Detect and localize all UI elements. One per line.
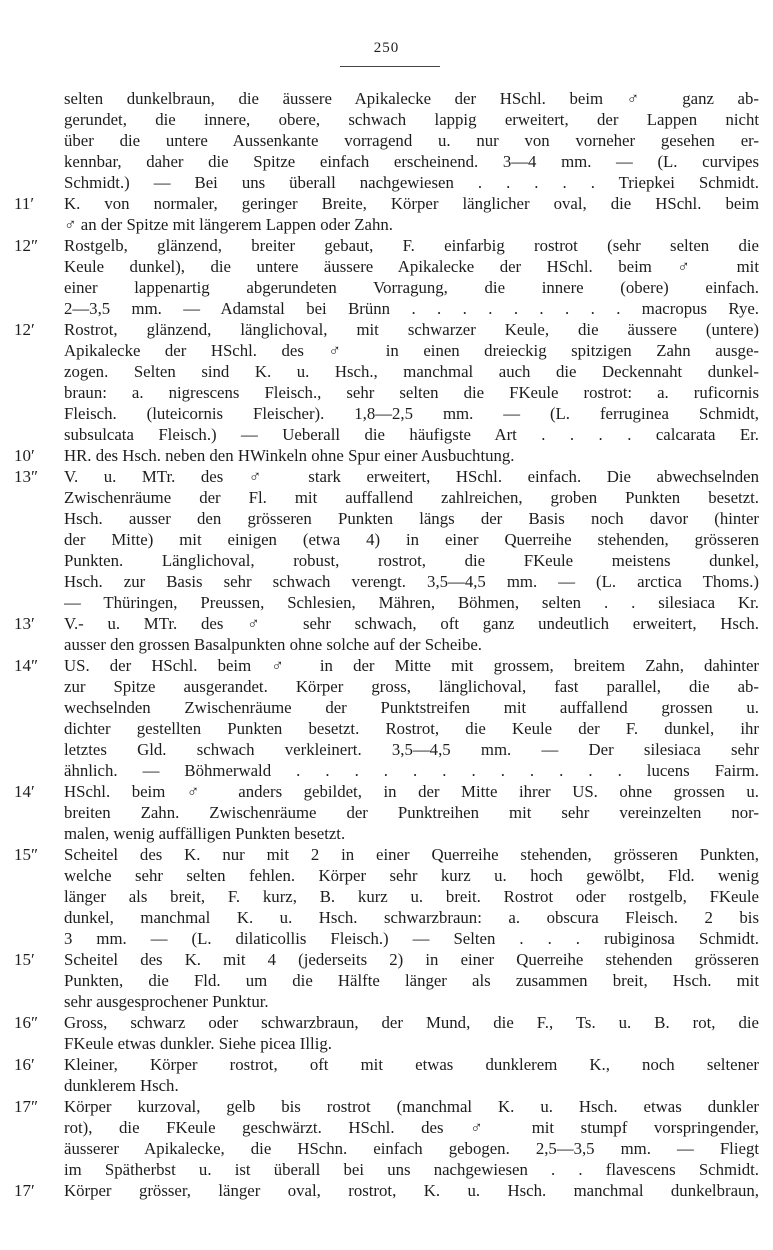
text-line: ♂ an der Spitze mit längerem Lappen oder Zahn. <box>64 215 393 234</box>
text-line: K. von normaler, geringer Breite, Körper länglicher oval, die HSchl. beim <box>64 194 759 213</box>
text-line: Kleiner, Körper rostrot, oft mit etwas dunklerem K., noch seltener <box>64 1055 759 1074</box>
text-line: Punkten, die Fld. um die Hälfte länger als zusammen breit, Hsch. mit <box>64 971 759 990</box>
text-line: Rostrot, glänzend, länglichoval, mit schwarzer Keule, die äussere (untere) <box>64 320 759 339</box>
text-line: dunkel, manchmal K. u. Hsch. schwarzbraun: a. obscura Fleisch. 2 bis <box>64 908 759 927</box>
text-line: im Spätherbst u. ist überall bei uns nachgewiesen . . flavescens Schmidt. <box>64 1160 759 1179</box>
text-line: Zwischenräume der Fl. mit auffallend zahlreichen, groben Punkten besetzt. <box>64 488 759 507</box>
text-line: Körper grösser, länger oval, rostrot, K. u. Hsch. manchmal dunkelbraun, <box>64 1181 759 1200</box>
text-line: gerundet, die innere, obere, schwach lappig erweitert, der Lappen nicht <box>64 110 759 129</box>
entry-key: 11′ <box>14 194 35 213</box>
text-line: Keule dunkel), die untere äussere Apikalecke der HSchl. beim ♂ mit <box>64 257 759 276</box>
text-line: Hsch. ausser den grösseren Punkten längs der Basis noch davor (hinter <box>64 509 759 528</box>
entry-15-double-prime <box>0 844 773 949</box>
text-line: Hsch. zur Basis sehr schwach verengt. 3,5—4,5 mm. — (L. arctica Thoms.) <box>64 572 759 591</box>
entry-key: 16′ <box>14 1055 35 1074</box>
text-line: wechselnden Zwischenräume der Punktstreifen mit auffallend grossen u. <box>64 698 759 717</box>
entry-15-prime <box>0 949 773 1012</box>
key-text-block <box>0 88 773 1201</box>
text-line: über die untere Aussenkante vorragend u. nur von vorneher gesehen er- <box>64 131 759 150</box>
text-line: US. der HSchl. beim ♂ in der Mitte mit grossem, breitem Zahn, dahinter <box>64 656 759 675</box>
text-line: sehr ausgesprochener Punktur. <box>64 992 269 1011</box>
entry-key: 16″ <box>14 1013 39 1032</box>
text-line: zogen. Selten sind K. u. Hsch., manchmal auch die Deckennaht dunkel- <box>64 362 759 381</box>
text-line: Apikalecke der HSchl. des ♂ in einen dreieckig spitzigen Zahn ausge- <box>64 341 759 360</box>
entry-14-double-prime <box>0 655 773 781</box>
text-line: länger als breit, F. kurz, B. kurz u. breit. Rostrot oder rostgelb, FKeule <box>64 887 759 906</box>
text-line: breiten Zahn. Zwischenräume der Punktreihen mit sehr vereinzelten nor- <box>64 803 759 822</box>
text-line: V. u. MTr. des ♂ stark erweitert, HSchl. einfach. Die abwechselnden <box>64 467 759 486</box>
text-line: Scheitel des K. nur mit 2 in einer Querreihe stehenden, grösseren Punkten, <box>64 845 759 864</box>
entry-14-prime <box>0 781 773 844</box>
entry-13-double-prime <box>0 466 773 613</box>
entry-continuation <box>0 88 773 193</box>
text-line: HR. des Hsch. neben den HWinkeln ohne Spur einer Ausbuchtung. <box>64 446 515 465</box>
text-line: letztes Gld. schwach verkleinert. 3,5—4,5 mm. — Der silesiaca sehr <box>64 740 759 759</box>
text-line: subsulcata Fleisch.) — Ueberall die häufigste Art . . . . calcarata Er. <box>64 425 759 444</box>
page-number: 250 <box>373 40 400 56</box>
text-line: selten dunkelbraun, die äussere Apikalecke der HSchl. beim ♂ ganz ab- <box>64 89 759 108</box>
text-line: malen, wenig auffälligen Punkten besetzt. <box>64 824 346 843</box>
text-line: Schmidt.) — Bei uns überall nachgewiesen . . . . . Triepkei Schmidt. <box>64 173 759 192</box>
entry-16-prime <box>0 1054 773 1096</box>
entry-key: 17″ <box>14 1097 39 1116</box>
text-line: — Thüringen, Preussen, Schlesien, Mähren, Böhmen, selten . . silesiaca Kr. <box>64 593 759 612</box>
entry-12-prime <box>0 319 773 445</box>
text-line: HSchl. beim ♂ anders gebildet, in der Mitte ihrer US. ohne grossen u. <box>64 782 759 801</box>
text-line: ähnlich. — Böhmerwald . . . . . . . . . . . . lucens Fairm. <box>64 761 759 780</box>
text-line: Fleisch. (luteicornis Fleischer). 1,8—2,5 mm. — (L. ferruginea Schmidt, <box>64 404 759 423</box>
entry-17-prime <box>0 1180 773 1201</box>
text-line: dichter gestellten Punkten besetzt. Rostrot, die Keule der F. dunkel, ihr <box>64 719 759 738</box>
text-line: 3 mm. — (L. dilaticollis Fleisch.) — Selten . . . rubiginosa Schmidt. <box>64 929 759 948</box>
text-line: welche sehr selten fehlen. Körper sehr kurz u. hoch gewölbt, Fld. wenig <box>64 866 759 885</box>
text-line: einer lappenartig abgerundeten Vorragung, die innere (obere) einfach. <box>64 278 759 297</box>
entry-key: 14′ <box>14 782 35 801</box>
entry-10-prime <box>0 445 773 466</box>
text-line: zur Spitze ausgerandet. Körper gross, länglichoval, fast parallel, die ab- <box>64 677 759 696</box>
entry-key: 10′ <box>14 446 35 465</box>
entry-key: 12″ <box>14 236 39 255</box>
text-line: rot), die FKeule geschwärzt. HSchl. des ♂ mit stumpf vorspringender, <box>64 1118 759 1137</box>
entry-12-double-prime <box>0 235 773 319</box>
entry-key: 17′ <box>14 1181 35 1200</box>
text-line: Punkten. Länglichoval, robust, rostrot, die FKeule meistens dunkel, <box>64 551 759 570</box>
text-line: Rostgelb, glänzend, breiter gebaut, F. einfarbig rostrot (sehr selten die <box>64 236 759 255</box>
entry-key: 13′ <box>14 614 35 633</box>
entry-11-prime <box>0 193 773 235</box>
text-line: braun: a. nigrescens Fleisch., sehr selten die FKeule rostrot: a. ruficornis <box>64 383 759 402</box>
text-line: FKeule etwas dunkler. Siehe picea Illig. <box>64 1034 332 1053</box>
entry-key: 15′ <box>14 950 35 969</box>
entry-key: 15″ <box>14 845 39 864</box>
entry-13-prime <box>0 613 773 655</box>
text-line: V.- u. MTr. des ♂ sehr schwach, oft ganz undeutlich erweitert, Hsch. <box>64 614 759 633</box>
text-line: dunklerem Hsch. <box>64 1076 179 1095</box>
text-line: ausser den grossen Basalpunkten ohne solche auf der Scheibe. <box>64 635 483 654</box>
entry-key: 13″ <box>14 467 39 486</box>
text-line: äusserer Apikalecke, die HSchn. einfach gebogen. 2,5—3,5 mm. — Fliegt <box>64 1139 759 1158</box>
entry-17-double-prime <box>0 1096 773 1180</box>
text-line: Körper kurzoval, gelb bis rostrot (manchmal K. u. Hsch. etwas dunkler <box>64 1097 759 1116</box>
text-line: kennbar, daher die Spitze einfach erscheinend. 3—4 mm. — (L. curvipes <box>64 152 759 171</box>
text-line: der Mitte) mit einigen (etwa 4) in einer Querreihe stehenden, grösseren <box>64 530 759 549</box>
entry-key: 12′ <box>14 320 35 339</box>
text-line: 2—3,5 mm. — Adamstal bei Brünn . . . . . . . . . macropus Rye. <box>64 299 759 318</box>
text-line: Scheitel des K. mit 4 (jederseits 2) in einer Querreihe stehenden grösseren <box>64 950 759 969</box>
text-line: Gross, schwarz oder schwarzbraun, der Mund, die F., Ts. u. B. rot, die <box>64 1013 759 1032</box>
page-number-rule <box>340 66 440 67</box>
entry-key: 14″ <box>14 656 39 675</box>
entry-16-double-prime <box>0 1012 773 1054</box>
